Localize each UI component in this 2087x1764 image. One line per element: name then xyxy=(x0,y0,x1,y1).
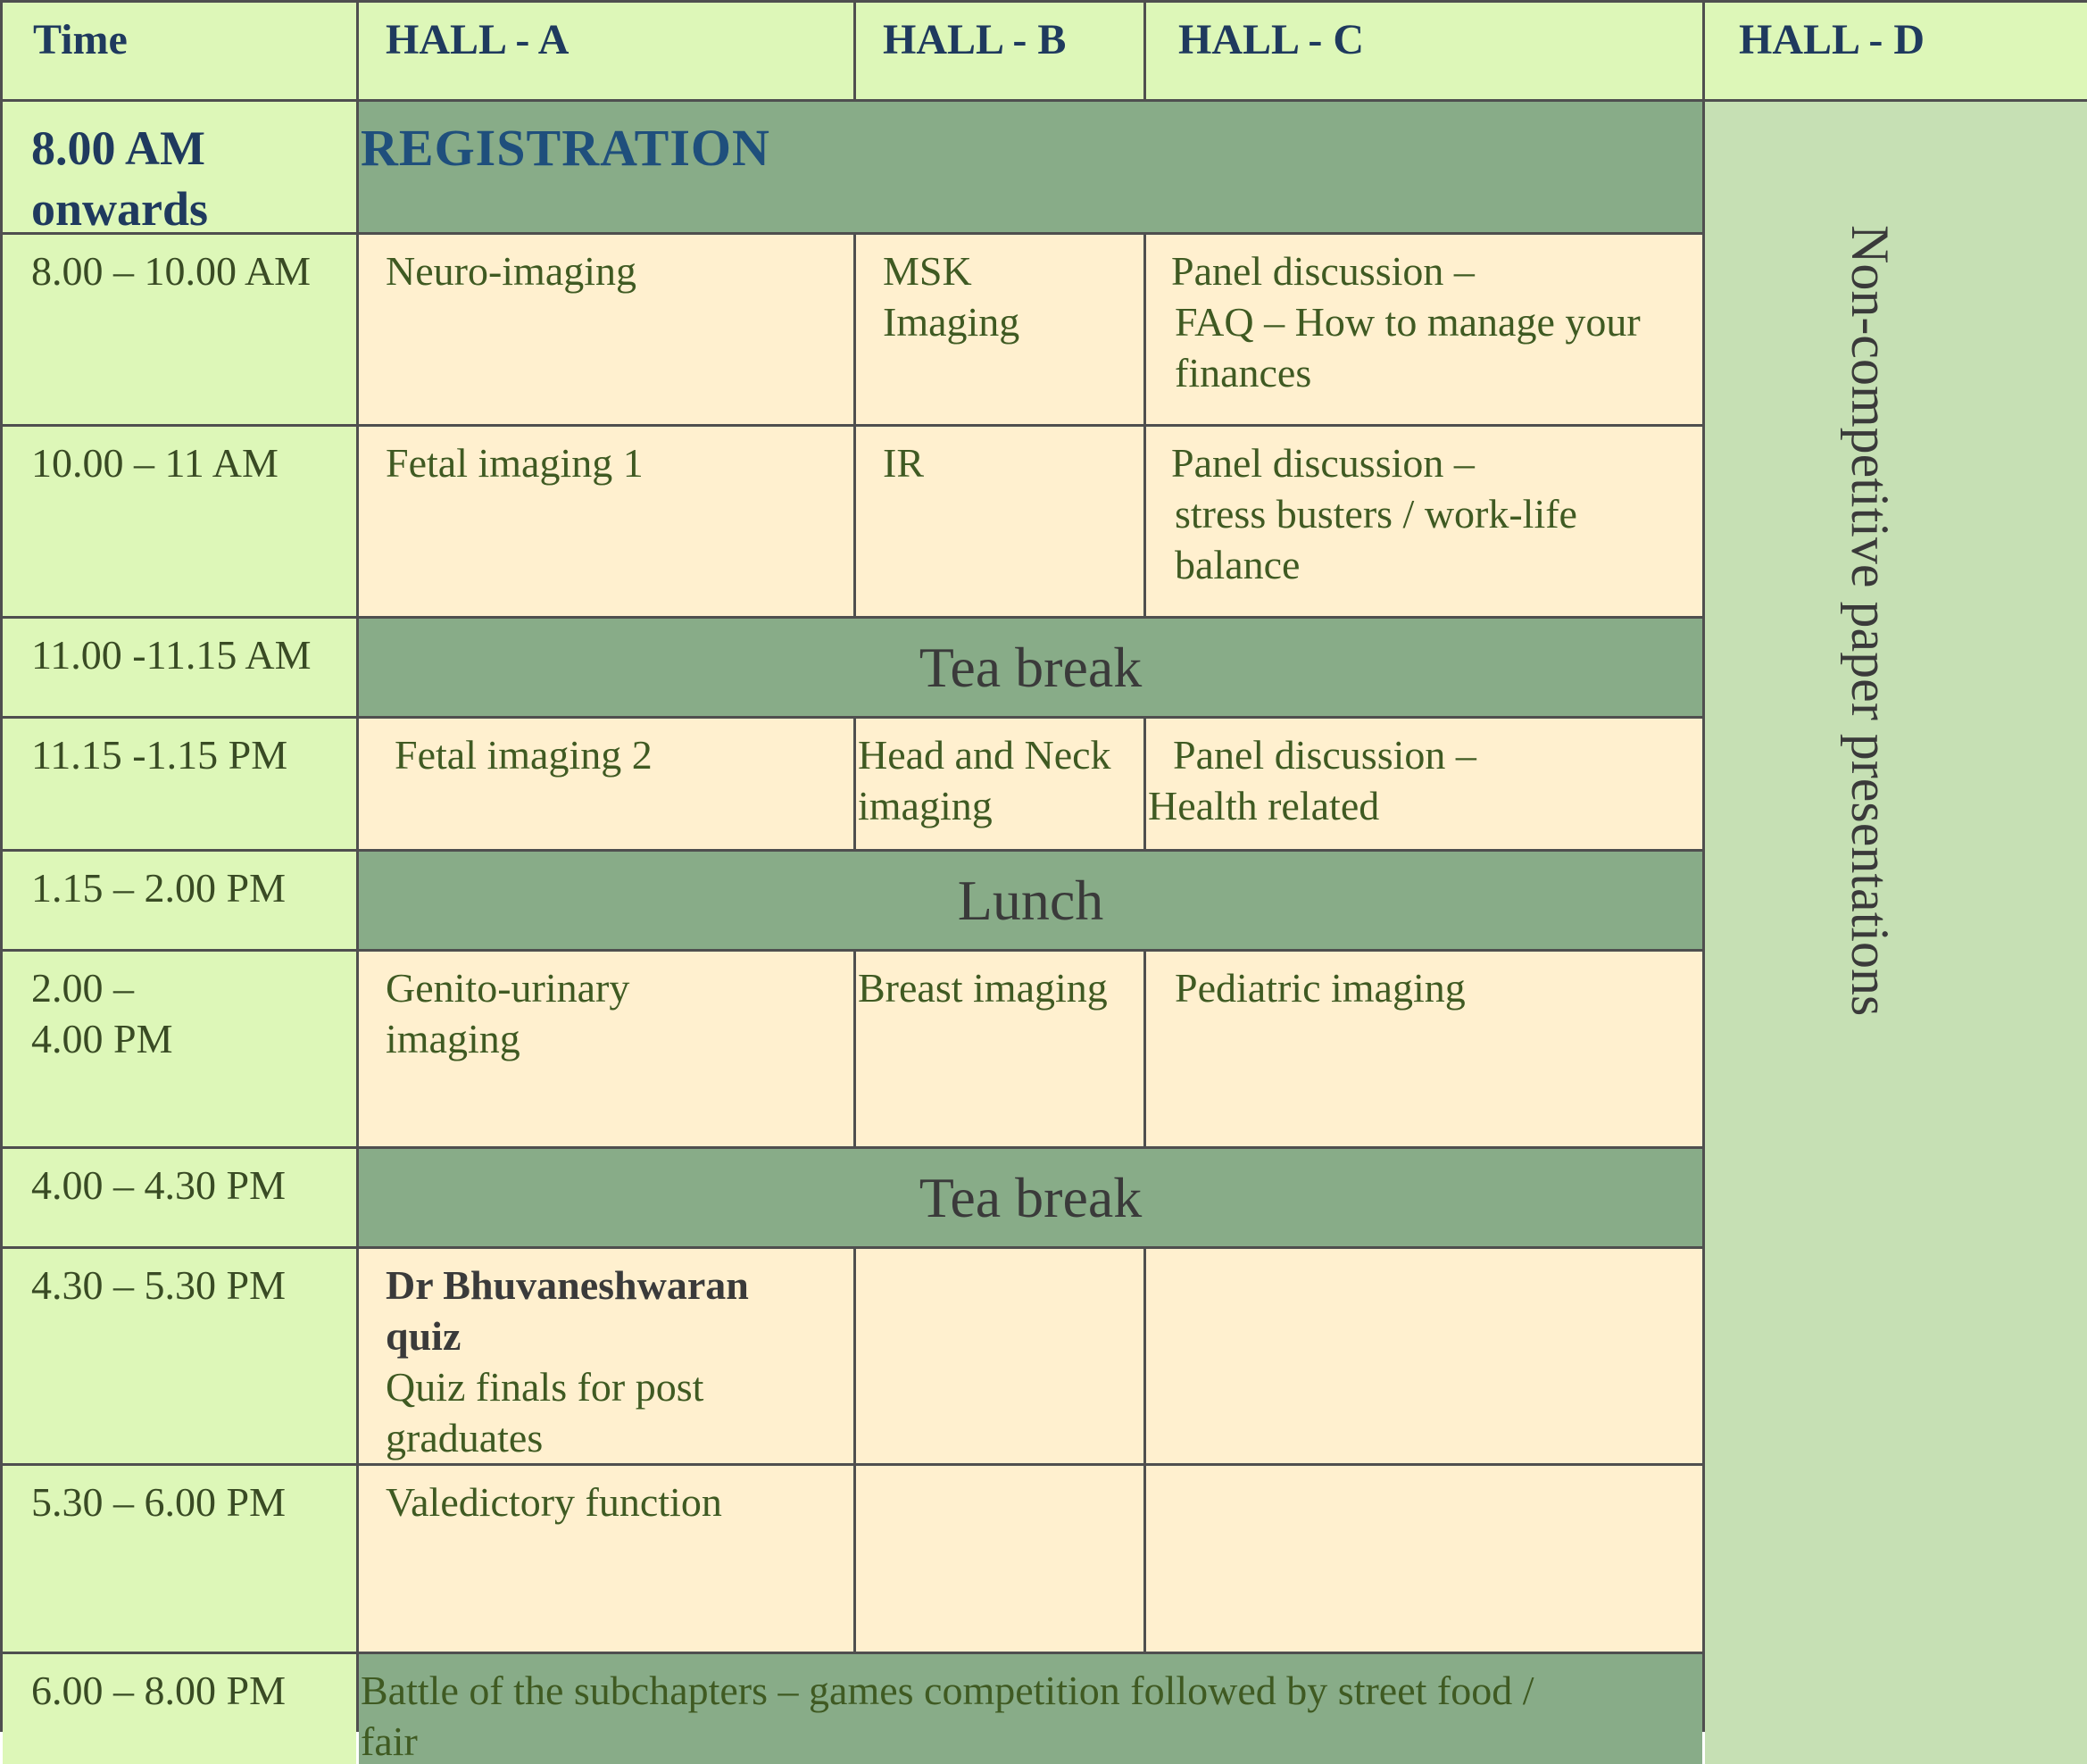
session-line: imaging xyxy=(858,783,993,828)
header-hall-c: HALL - C xyxy=(1146,3,1702,99)
evening-event-banner xyxy=(359,1654,1702,1764)
session-hall-b xyxy=(856,719,1143,849)
quiz-title: Dr Bhuvaneshwaran xyxy=(386,1262,749,1308)
header-hall-d: HALL - D xyxy=(1705,3,2087,99)
header-hall-a: HALL - A xyxy=(359,3,853,99)
session-line: Panel discussion – xyxy=(1173,732,1476,778)
time-slot: 6.00 – 8.00 PM xyxy=(3,1654,356,1764)
session-line: Health related xyxy=(1148,783,1380,828)
time-slot: 11.15 -1.15 PM xyxy=(3,719,356,849)
time-slot: 5.30 – 6.00 PM xyxy=(3,1466,356,1652)
session-hall-a xyxy=(359,952,853,1146)
time-slot: 10.00 – 11 AM xyxy=(3,427,356,616)
tea-break-banner: Tea break xyxy=(359,619,1702,716)
event-line: fair xyxy=(361,1718,418,1764)
session-line: imaging xyxy=(386,1016,520,1061)
session-hall-c xyxy=(1146,1466,1702,1652)
session-hall-a: Valedictory function xyxy=(359,1466,853,1652)
quiz-title: quiz xyxy=(386,1313,461,1359)
session-hall-c xyxy=(1146,719,1702,849)
time-slot: 8.00 – 10.00 AM xyxy=(3,235,356,424)
session-hall-c: Pediatric imaging xyxy=(1146,952,1702,1146)
session-hall-b xyxy=(856,1249,1143,1463)
header-time: Time xyxy=(3,3,356,99)
time-line: 2.00 – xyxy=(31,965,134,1011)
session-hall-c xyxy=(1146,427,1702,616)
session-line: Quiz finals for post xyxy=(386,1364,704,1410)
session-line: Panel discussion – xyxy=(1171,440,1475,486)
session-line: graduates xyxy=(386,1415,544,1460)
lunch-banner: Lunch xyxy=(359,852,1702,949)
session-hall-b: IR xyxy=(856,427,1143,616)
time-slot: 1.15 – 2.00 PM xyxy=(3,852,356,949)
session-line: balance xyxy=(1175,542,1301,587)
time-slot: 4.00 – 4.30 PM xyxy=(3,1149,356,1246)
hall-d-label: Non-competitive paper presentations xyxy=(1841,225,1900,1017)
time-line: 8.00 AM xyxy=(31,121,205,175)
header-hall-b: HALL - B xyxy=(856,3,1143,99)
time-registration xyxy=(3,102,356,232)
event-line: Battle of the subchapters – games competition followed by street food / xyxy=(361,1668,1534,1713)
session-hall-b xyxy=(856,1466,1143,1652)
session-hall-a: Neuro-imaging xyxy=(359,235,853,424)
session-hall-a xyxy=(359,1249,853,1463)
time-slot: 11.00 -11.15 AM xyxy=(3,619,356,716)
session-hall-a: Fetal imaging 1 xyxy=(359,427,853,616)
session-line: FAQ – How to manage your xyxy=(1175,299,1641,345)
session-hall-b: Breast imaging xyxy=(856,952,1143,1146)
session-hall-b xyxy=(856,235,1143,424)
session-line: stress busters / work-life xyxy=(1175,491,1577,537)
time-slot: 4.30 – 5.30 PM xyxy=(3,1249,356,1463)
session-hall-a: Fetal imaging 2 xyxy=(359,719,853,849)
tea-break-banner: Tea break xyxy=(359,1149,1702,1246)
session-line: Head and Neck xyxy=(858,732,1111,778)
session-hall-c xyxy=(1146,1249,1702,1463)
session-line: Panel discussion – xyxy=(1171,248,1475,294)
time-line: onwards xyxy=(31,182,209,232)
session-line: MSK xyxy=(883,248,972,294)
session-line: Imaging xyxy=(883,299,1020,345)
session-line: Genito-urinary xyxy=(386,965,630,1011)
session-hall-c xyxy=(1146,235,1702,424)
time-line: 4.00 PM xyxy=(31,1016,173,1061)
registration-banner: REGISTRATION xyxy=(359,102,1702,232)
time-slot xyxy=(3,952,356,1146)
hall-d-column xyxy=(1705,102,2087,1764)
session-line: finances xyxy=(1175,350,1312,395)
